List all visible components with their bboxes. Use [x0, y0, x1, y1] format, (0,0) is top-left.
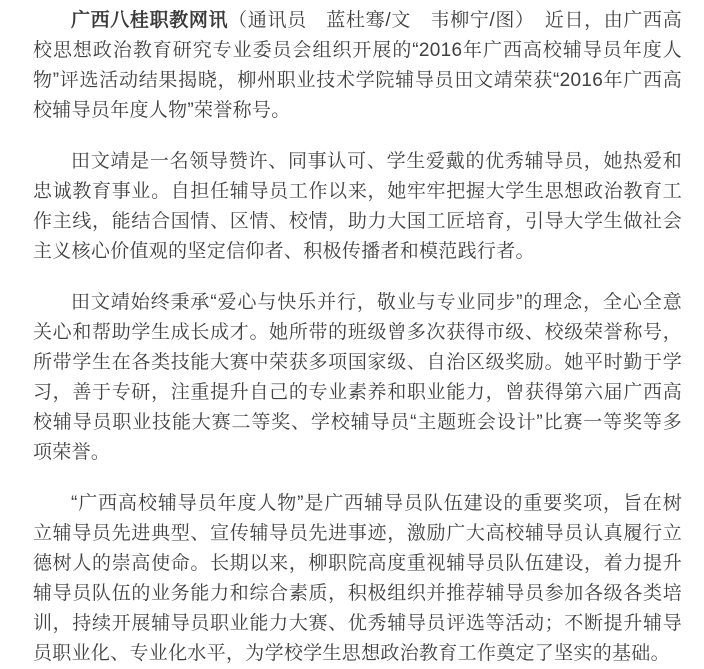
article-paragraph — [33, 288, 682, 468]
paragraph-text: 田文靖始终秉承“爱心与快乐并行，敬业与专业同步”的理念，全心全意关心和帮助学生成长成才。她所带的班级曾多次获得市级、校级荣誉称号，所带学生在各类技能大赛中荣获多项国家级、自治区级奖励。她平时勤于学习，善于专研，注重提升自己的专业素养和职业能力，曾获得第六届广西高校辅导员职业技能大赛二等奖、学校辅导员“主题班会设计”比赛一等奖等多项荣誉。 — [33, 292, 682, 463]
article-paragraph — [33, 6, 682, 126]
paragraph-text: “广西高校辅导员年度人物”是广西辅导员队伍建设的重要奖项，旨在树立辅导员先进典型、宣传辅导员先进事迹，激励广大高校辅导员认真履行立德树人的崇高使命。长期以来，柳职院高度重视辅导员队伍建设，着力提升辅导员队伍的业务能力和综合素质，积极组织并推荐辅导员参加各级各类培训，持续开展辅导员职业能力大赛、优秀辅导员评选等活动；不断提升辅导员职业化、专业化水平，为学校学生思想政治教育工作奠定了坚实的基础。 — [33, 493, 682, 664]
article-paragraph — [33, 489, 682, 669]
article-paragraph — [33, 147, 682, 267]
article-source-label: 广西八桂职教网讯 — [71, 10, 229, 31]
paragraph-text: 田文靖是一名领导赞许、同事认可、学生爱戴的优秀辅导员，她热爱和忠诚教育事业。自担任辅导员工作以来，她牢牢把握大学生思想政治教育工作主线，能结合国情、区情、校情，助力大国工匠培育，引导大学生做社会主义核心价值观的坚定信仰者、积极传播者和模范践行者。 — [33, 151, 682, 262]
paragraph-text: （通讯员 蓝杜骞/文 韦柳宁/图） 近日，由广西高校思想政治教育研究专业委员会组织开展的“2016年广西高校辅导员年度人物”评选活动结果揭晓，柳州职业技术学院辅导员田文靖荣获“2016年广西高校辅导员年度人物”荣誉称号。 — [33, 10, 683, 121]
